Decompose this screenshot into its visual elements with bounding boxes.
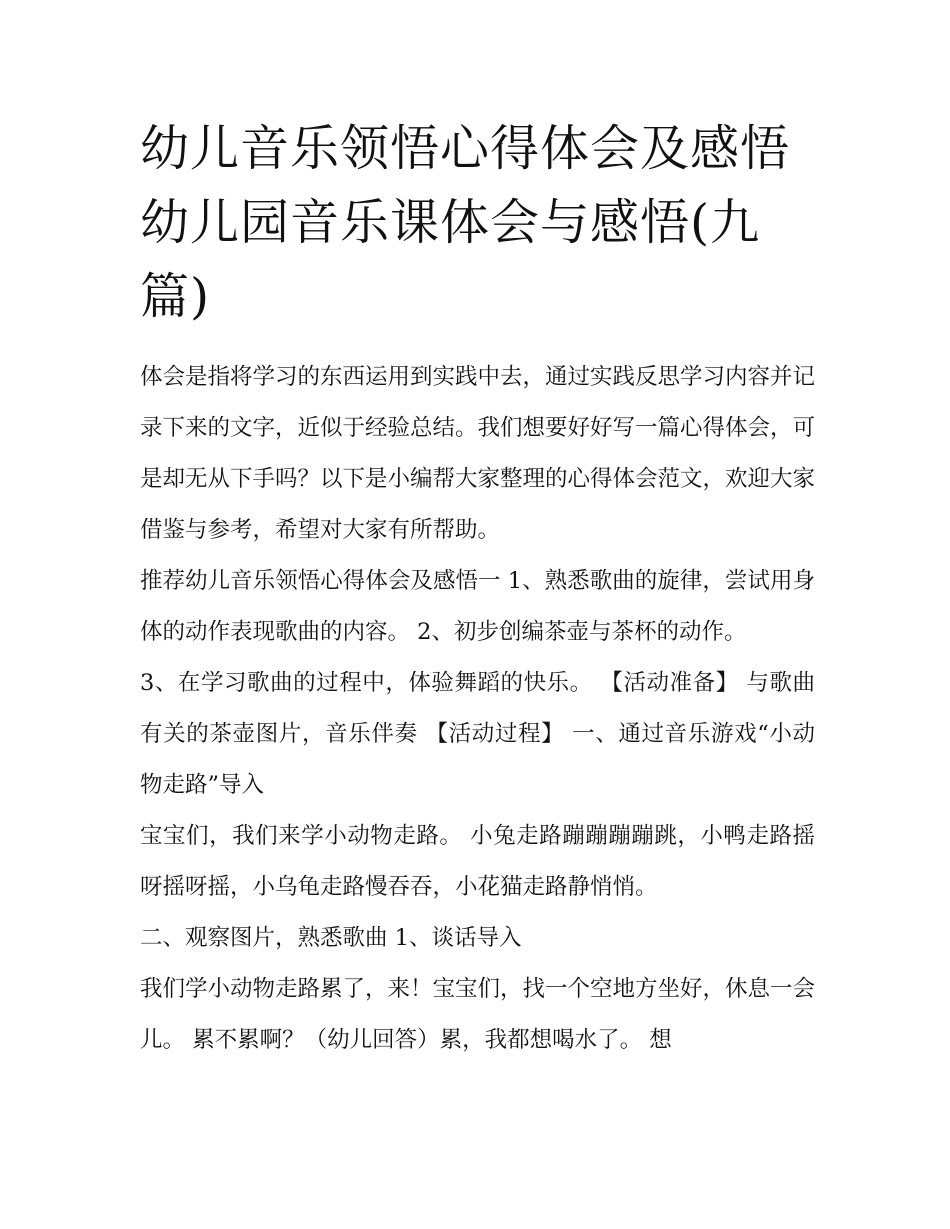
document-page [140,112,815,1066]
paragraph-animal-walk: 宝宝们，我们来学小动物走路。 小兔走路蹦蹦蹦蹦跳，小鸭走路摇呀摇呀摇，小乌龟走路慢吞吞，小花猫走路静悄悄。 [140,823,815,900]
paragraph-goals: 推荐幼儿音乐领悟心得体会及感悟一 1、熟悉歌曲的旋律，尝试用身体的动作表现歌曲的内容。 2、初步创编茶壶与茶杯的动作。 [140,568,815,645]
paragraph-observe-pictures: 二、观察图片，熟悉歌曲 1、谈话导入 [140,925,522,951]
document-title: 幼儿音乐领悟心得体会及感悟幼儿园音乐课体会与感悟(九篇) [140,120,791,325]
paragraph-preparation: 3、在学习歌曲的过程中，体验舞蹈的快乐。 【活动准备】 与歌曲有关的茶壶图片，音乐伴奏 【活动过程】 一、通过音乐游戏“小动物走路”导入 [140,670,815,798]
paragraph-rest: 我们学小动物走路累了，来！宝宝们，找一个空地方坐好，休息一会儿。 累不累啊？（幼儿回答）累，我都想喝水了。 想 [140,976,816,1053]
paragraph-intro: 体会是指将学习的东西运用到实践中去，通过实践反思学习内容并记录下来的文字，近似于经验总结。我们想要好好写一篇心得体会，可是却无从下手吗？以下是小编帮大家整理的心得体会范文，欢迎大家借鉴与参考，希望对大家有所帮助。 [140,364,816,543]
